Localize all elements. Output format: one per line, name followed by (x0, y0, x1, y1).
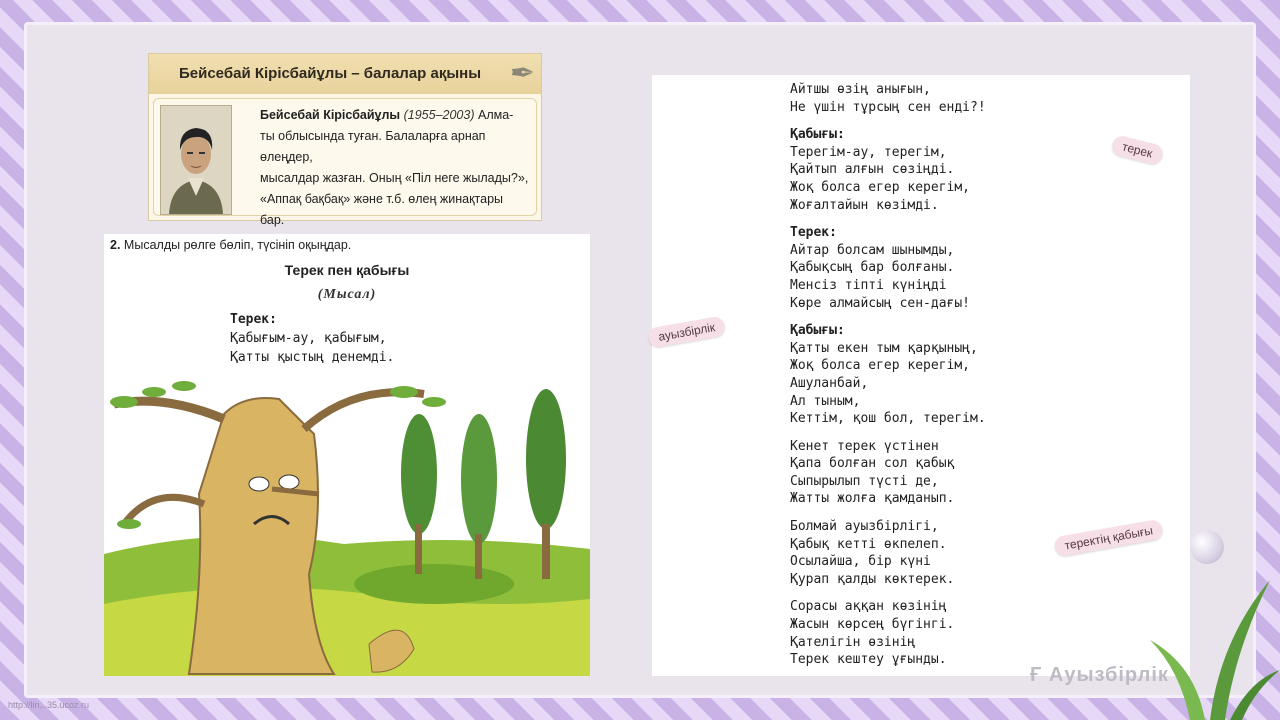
speaker-label: Терек: (230, 312, 277, 327)
task-instruction: 2. Мысалды рөлге бөліп, түсініп оқыңдар. (110, 238, 352, 252)
feather-icon: ✒ (509, 57, 535, 90)
poem-title: Терек пен қабығы (284, 262, 410, 278)
author-portrait (160, 105, 232, 215)
poem-opening (230, 310, 394, 367)
stanza: Терек: Айтар болсам шынымды, Қабықсың бар болғаны. Менсіз тіпті күніңді Көре алмайсың сен-дағы! (790, 224, 986, 312)
watermark-logo: Ғ Ауызбірлік (1030, 664, 1169, 686)
stanza: Қабығы: Қатты екен тым қарқының, Жоқ болса егер керегім, Ашуланбай, Ал тыным, Кеттім, қош бол, терегім. (790, 323, 986, 427)
bio-text: Бейсебай Кірісбайұлы (1955–2003) Алма- ты облысында туған. Балаларға арнап өлеңдер, мысалдар жазған. Оның «Піл неге жылады?», «Аппақ бақбақ» және т.б. өлең жинақтары бар. (260, 108, 529, 227)
grass-decoration (1150, 560, 1280, 720)
stanza: Қабығы: Терегім-ау, терегім, Қайтып алғын сөзіңді. Жоқ болса егер керегім, Жоғалтайын көзімді. (790, 126, 986, 214)
vocab-tag-terek: терек (1110, 134, 1164, 166)
stanza: Сорасы аққан көзінің Жасын көрсең бүгінгі. Қателігін өзінің Терек кештеу ұғынды. (790, 599, 955, 668)
right-page (652, 75, 1190, 676)
stanza: Болмай ауызбірлігі, Қабық кетті өкпелеп. Осылайша, бір күні Қурап қалды көктерек. (790, 519, 955, 587)
vocab-tag-auyzbirlik: ауызбірлік (647, 315, 727, 348)
poem-line: Қабығым-ау, қабығым, (230, 331, 387, 346)
stanza: Кенет терек үстінен Қапа болған сол қабық Сыпырылып түсті де, Жатты жолға қамданып. (790, 438, 955, 507)
poem-stanzas (790, 81, 986, 679)
speaker-label: Қабығы: (790, 127, 845, 143)
source-url: http://lin...35.ucoz.ru (8, 700, 90, 710)
left-page (104, 234, 590, 676)
stanza: Айтшы өзің анығын, Не үшін тұрсың сен енді?! (790, 82, 986, 115)
poem-line: Қатты қыстың денемді. (230, 350, 395, 365)
bubble-decoration (1190, 530, 1224, 564)
bio-body (153, 98, 537, 227)
poem-subtitle: (Мысал) (317, 287, 377, 302)
speaker-label: Қабығы: (790, 323, 845, 339)
tree-illustration (104, 374, 590, 676)
speaker-label: Терек: (790, 225, 837, 241)
bio-header: Бейсебай Кірісбайұлы – балалар ақыны (149, 54, 541, 94)
author-bio-box (148, 53, 542, 227)
vocab-tag-terektin-kabygy: теректің қабығы (1053, 519, 1164, 558)
